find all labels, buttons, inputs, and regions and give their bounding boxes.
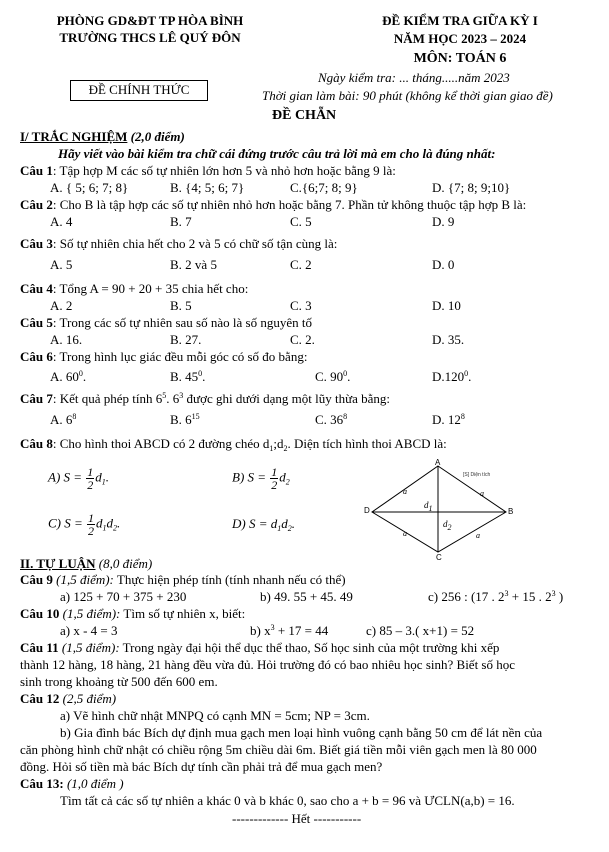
side-label-ab: a [480,489,484,498]
q3-option-a: A. 5 [50,257,73,272]
question-11: Câu 11 (1,5 điểm): Trong ngày đại hội thể dục thể thao, Số học sinh của một trường khi xếp [20,640,500,655]
side-label-ad: a [403,487,407,496]
q12-part-b-line3: đồng. Hỏi số tiền mà bác Bích dự tính cần phải trả để mua gạch men? [20,759,383,774]
q7-option-a: A. $6^8$ [50,412,77,427]
subject: MÔN: TOÁN 6 [413,51,507,66]
q4-option-c: C. 3 [290,298,312,313]
q6-option-b: B. $45^0$. [170,369,206,384]
q8-option-c: C) S = $\frac{1}{2}$ $d_1d_2$. [48,511,121,538]
rhombus-figure [360,460,520,555]
q1-option-b: B. {4; 5; 6; 7} [170,180,245,195]
q6-option-c: C. $90^0$. [315,369,351,384]
exam-duration: Thời gian làm bài: 90 phút (không kể thời gian giao đề) [262,88,553,103]
question-7: Câu 7: Kết quả phép tính $6^5$. $6^3$ được ghi dưới dạng một lũy thừa bằng: [20,391,391,406]
q8-option-d: D) $S = d_1d_2$. [232,516,295,533]
vertex-b-label: B [508,507,514,516]
q12-part-b-line1: b) Gia đình bác Bích dự định mua gạch men loại hình vuông cạnh bằng 50 cm để lát nền của [60,725,543,740]
q3-option-c: C. 2 [290,257,312,272]
q3-option-d: D. 0 [432,257,455,272]
q4-option-a: A. 2 [50,298,73,313]
q2-option-b: B. 7 [170,214,192,229]
diagonal-d2-label: $d_2$ [443,519,452,532]
side-label-bc: a [476,531,480,540]
q1-option-c: C.{6;7; 8; 9} [290,180,358,195]
part1-instruction: Hãy viết vào bài kiểm tra chữ cái đứng trước câu trả lời mà em cho là đúng nhất: [58,146,496,161]
q3-option-b: B. 2 và 5 [170,257,217,272]
q12-part-a: a) Vẽ hình chữ nhật MNPQ có cạnh MN = 5cm; NP = 3cm. [60,708,370,723]
vertex-a-label: A [435,458,441,467]
q13-text: Tìm tất cả các số tự nhiên a khác 0 và b khác 0, sao cho a + b = 96 và ƯCLN(a,b) = 16. [60,793,515,808]
exam-title: ĐỀ KIỂM TRA GIỮA KỲ I [382,13,538,28]
q10-part-c: c) 85 – 3.( x+1) = 52 [366,623,475,638]
question-6: Câu 6: Trong hình lục giác đều mỗi góc có số đo bằng: [20,349,308,364]
rhombus-outline [372,466,506,552]
question-1: Câu 1: Tập hợp M các số tự nhiên lớn hơn 5 và nhỏ hơn hoặc bằng 9 là: [20,163,396,178]
q1-option-d: D. {7; 8; 9;10} [432,180,511,195]
question-13: Câu 13: (1,0 điểm ) [20,776,124,791]
q5-option-a: A. 16. [50,332,83,347]
q2-option-d: D. 9 [432,214,455,229]
figure-watermark: [S] Diện tích [463,472,491,478]
question-9: Câu 9 (1,5 điểm): Thực hiện phép tính (tính nhanh nếu có thể) [20,572,346,587]
q5-option-d: D. 35. [432,332,465,347]
q2-option-a: A. 4 [50,214,73,229]
department-name: PHÒNG GD&ĐT TP HÒA BÌNH [56,13,244,28]
q9-part-a: a) 125 + 70 + 375 + 230 [60,589,187,604]
question-8: Câu 8: Cho hình thoi ABCD có 2 đường chéo $d_1;d_2$. Diện tích hình thoi ABCD là: [20,436,447,453]
q10-part-b: b) $x^3 + 17 = 44$ [250,623,329,638]
exam-version: ĐỀ CHẴN [272,108,337,123]
q1-option-a: A. { 5; 6; 7; 8} [50,180,129,195]
question-3: Câu 3: Số tự nhiên chia hết cho 2 và 5 có chữ số tận cùng là: [20,236,338,251]
q11-line-3: sinh trong khoảng từ 500 đến 600 em. [20,674,218,689]
school-year: NĂM HỌC 2023 – 2024 [393,31,527,46]
q6-option-a: A. $60^0$. [50,369,87,384]
vertex-c-label: C [436,553,442,562]
q9-part-b: b) 49. 55 + 45. 49 [260,589,353,604]
q5-option-c: C. 2. [290,332,315,347]
q2-option-c: C. 5 [290,214,312,229]
part1-heading: I/ TRẮC NGHIỆM (2,0 điểm) [20,129,185,144]
question-12: Câu 12 (2,5 điểm) [20,691,117,706]
vertex-d-label: D [364,506,370,515]
school-name: TRƯỜNG THCS LÊ QUÝ ĐÔN [59,30,241,45]
q6-option-d: D.120$^0$. [432,369,472,384]
q8-option-a: A) S = $\frac{1}{2}$ $d_1$. [48,465,110,492]
q10-part-a: a) x - 4 = 3 [60,623,118,638]
q4-option-b: B. 5 [170,298,192,313]
part2-heading: II. TỰ LUẬN (8,0 điểm) [20,556,153,571]
q9-part-c: c) 256 : (17 . $2^3 + 15$ . $2^3$ ) [428,589,564,604]
q7-option-d: D. $12^8$ [432,412,465,427]
exam-date: Ngày kiểm tra: ... tháng.....năm 2023 [318,70,510,85]
q5-option-b: B. 27. [170,332,202,347]
question-10: Câu 10 (1,5 điểm): Tìm số tự nhiên x, biết: [20,606,246,621]
question-4: Câu 4: Tổng A = 90 + 20 + 35 chia hết cho: [20,281,249,296]
q7-option-c: C. $36^8$ [315,412,348,427]
q11-line-2: thành 12 hàng, 18 hàng, 21 hàng đều vừa đủ. Hỏi trường đó có bao nhiêu học sinh? Biết số học [20,657,516,672]
question-5: Câu 5: Trong các số tự nhiên sau số nào là số nguyên tố [20,315,312,330]
q4-option-d: D. 10 [432,298,461,313]
question-2: Câu 2: Cho B là tập hợp các số tự nhiên nhỏ hơn hoặc bằng 7. Phần tử không thuộc tập hợp B là: [20,197,527,212]
q8-option-b: B) S = $\frac{1}{2}$ $d_2$ [232,465,290,492]
side-label-dc: a [403,529,407,538]
q12-part-b-line2: căn phòng hình chữ nhật có chiều rộng 5m chiều dài 6m. Biết giá tiền mỗi viên gạch men là 80 000 [20,742,537,757]
q7-option-b: B. $6^{15}$ [170,412,200,427]
diagonal-d1-label: $d_1$ [424,500,433,513]
end-marker: ------------- Hết ----------- [232,811,362,826]
official-badge: ĐỀ CHÍNH THỨC [70,80,208,101]
